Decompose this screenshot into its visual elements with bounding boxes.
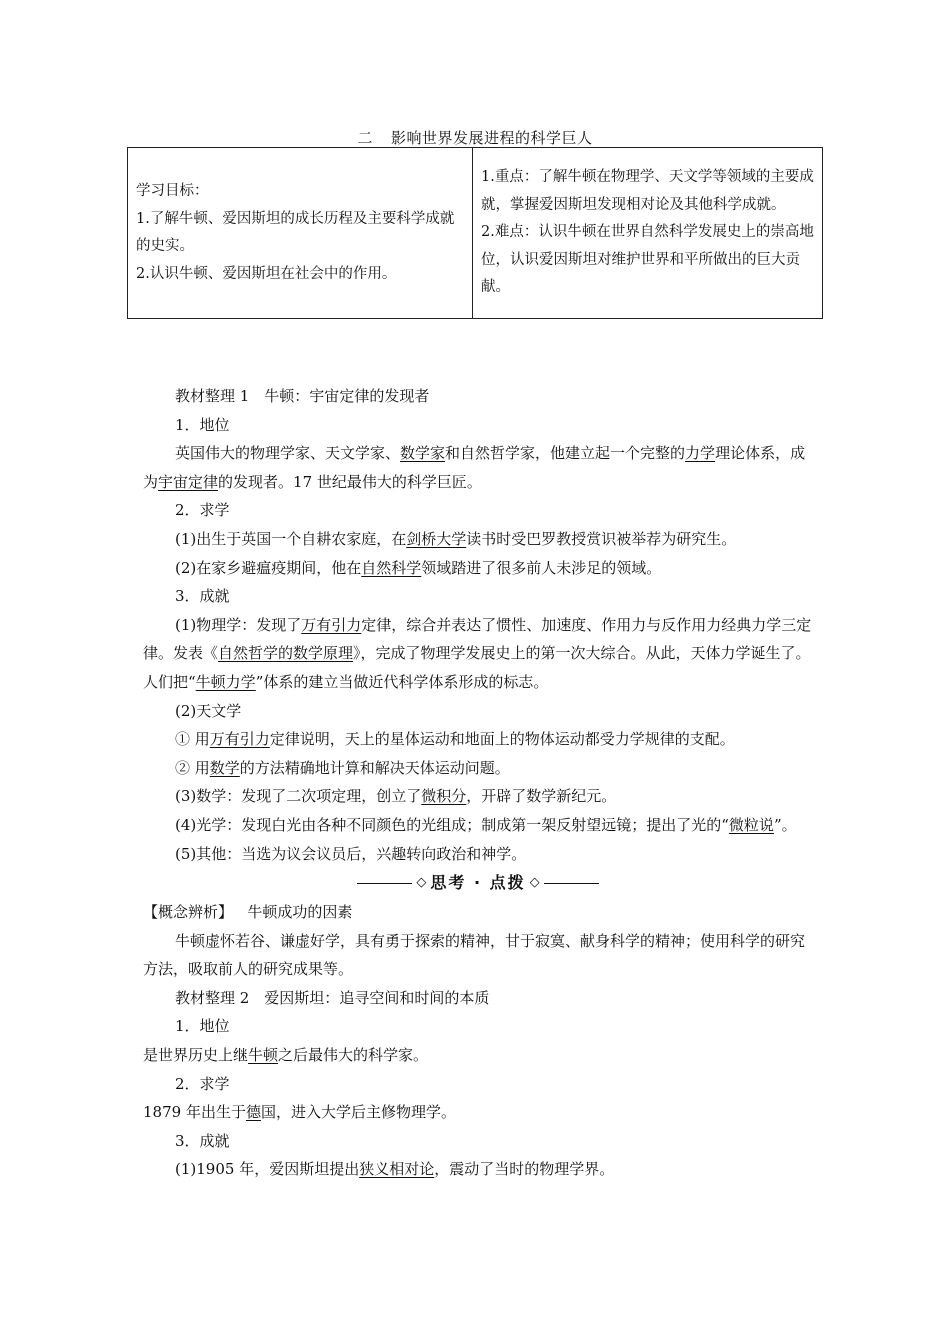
section1-study-2: (2)在家乡避瘟疫期间，他在自然科学领域踏进了很多前人未涉足的领域。 — [175, 558, 662, 577]
section2-heading: 教材整理 2 爱因斯坦：追寻空间和时间的本质 — [175, 988, 490, 1007]
section1-astronomy-1: ① 用万有引力定律说明，天上的星体运动和地面上的物体运动都受力学规律的支配。 — [175, 730, 735, 749]
section2-study-title: 2．求学 — [175, 1074, 230, 1093]
blank-answer: 牛顿 — [248, 1046, 279, 1065]
blank-answer: 微粒说 — [728, 815, 774, 834]
section1-math: (3)数学：发现了二次项定理，创立了微积分，开辟了数学新纪元。 — [175, 787, 617, 806]
blank-answer: 微积分 — [421, 787, 467, 806]
blank-answer: 宇宙定律 — [158, 472, 219, 491]
lesson-title-text: 影响世界发展进程的科学巨人 — [391, 129, 593, 147]
blank-answer: 牛顿力学 — [195, 672, 256, 691]
diamond-icon: ◇ — [416, 874, 427, 890]
main-content — [143, 382, 813, 1184]
section1-achievement-title: 3．成就 — [175, 587, 230, 606]
section1-study-1: (1)出生于英国一个自耕农家庭，在剑桥大学读书时受巴罗教授赏识被举荐为研究生。 — [175, 529, 737, 548]
learning-goals-table — [127, 147, 823, 319]
section1-astronomy-title: (2)天文学 — [175, 701, 242, 720]
think-divider — [143, 868, 813, 898]
blank-answer: 数学 — [209, 758, 240, 777]
concept-heading — [143, 898, 813, 927]
blank-answer: 德 — [245, 1103, 261, 1122]
goals-left-cell — [128, 148, 473, 319]
section1-study-title: 2．求学 — [175, 501, 230, 520]
blank-answer: 万有引力 — [301, 615, 362, 634]
goals-right-cell — [473, 148, 823, 319]
blank-answer: 自然哲学的数学原理 — [218, 644, 354, 663]
divider-line — [357, 883, 412, 884]
section2-achievement-1: (1)1905 年，爱因斯坦提出狭义相对论，震动了当时的物理学界。 — [175, 1160, 615, 1179]
blank-answer: 万有引力 — [209, 730, 270, 749]
lesson-number: 二 — [357, 129, 373, 147]
section1-other: (5)其他：当选为议会议员后，兴趣转向政治和神学。 — [175, 844, 527, 863]
goal-item: 2.认识牛顿、爱因斯坦在社会中的作用。 — [136, 265, 397, 282]
blank-answer: 数学家 — [400, 444, 446, 463]
section1-heading: 教材整理 1 牛顿：宇宙定律的发现者 — [175, 387, 430, 405]
section2-study: 1879 年出生于德国，进入大学后主修物理学。 — [143, 1103, 456, 1122]
section2-achievement-title: 3．成就 — [175, 1131, 230, 1150]
section1-status-title: 1．地位 — [175, 415, 230, 434]
section1-status: 英国伟大的物理学家、天文学家、数学家和自然哲学家，他建立起一个完整的力学理论体系，成为宇宙定律的发现者。17 世纪最伟大的科学巨匠。 — [143, 444, 806, 491]
key-point: 1.重点：了解牛顿在物理学、天文学等领域的主要成就，掌握爱因斯坦发现相对论及其他科学成就。 — [481, 169, 814, 213]
concept-label: 【概念辨析】 — [143, 903, 234, 922]
section2-status-title: 1．地位 — [175, 1017, 230, 1036]
section1-astronomy-2: ② 用数学的方法精确地计算和解决天体运动问题。 — [175, 758, 510, 777]
section1-physics: (1)物理学：发现了万有引力定律，综合并表达了惯性、加速度、作用力与反作用力经典力学三定律。发表《自然哲学的数学原理》，完成了物理学发展史上的第一次大综合。从此，天体力学诞生了。人们把“牛顿力学”体系的建立当做近代科学体系形成的标志。 — [143, 615, 812, 691]
goals-heading: 学习目标： — [136, 183, 209, 199]
divider-label: 思考 · 点拨 — [430, 872, 526, 892]
blank-answer: 狭义相对论 — [359, 1160, 435, 1179]
blank-answer: 力学 — [685, 444, 716, 463]
concept-body: 牛顿虚怀若谷、谦虚好学，具有勇于探索的精神，甘于寂寞、献身科学的精神；使用科学的研究方法，吸取前人的研究成果等。 — [143, 931, 806, 979]
blank-answer: 剑桥大学 — [406, 529, 467, 548]
concept-title: 牛顿成功的因素 — [247, 903, 353, 922]
diamond-icon: ◇ — [529, 874, 540, 890]
blank-answer: 自然科学 — [361, 558, 422, 577]
difficult-point: 2.难点：认识牛顿在世界自然科学发展史上的崇高地位，认识爱因斯坦对维护世界和平所做出的巨大贡献。 — [481, 224, 814, 296]
goal-item: 1.了解牛顿、爱因斯坦的成长历程及主要科学成就的史实。 — [136, 210, 455, 254]
section1-optics: (4)光学：发现白光由各种不同颜色的光组成；制成第一架反射望远镜；提出了光的“微粒说”。 — [175, 815, 797, 834]
lesson-title — [0, 127, 950, 148]
divider-line — [544, 883, 599, 884]
section2-status: 是世界历史上继牛顿之后最伟大的科学家。 — [143, 1046, 429, 1065]
